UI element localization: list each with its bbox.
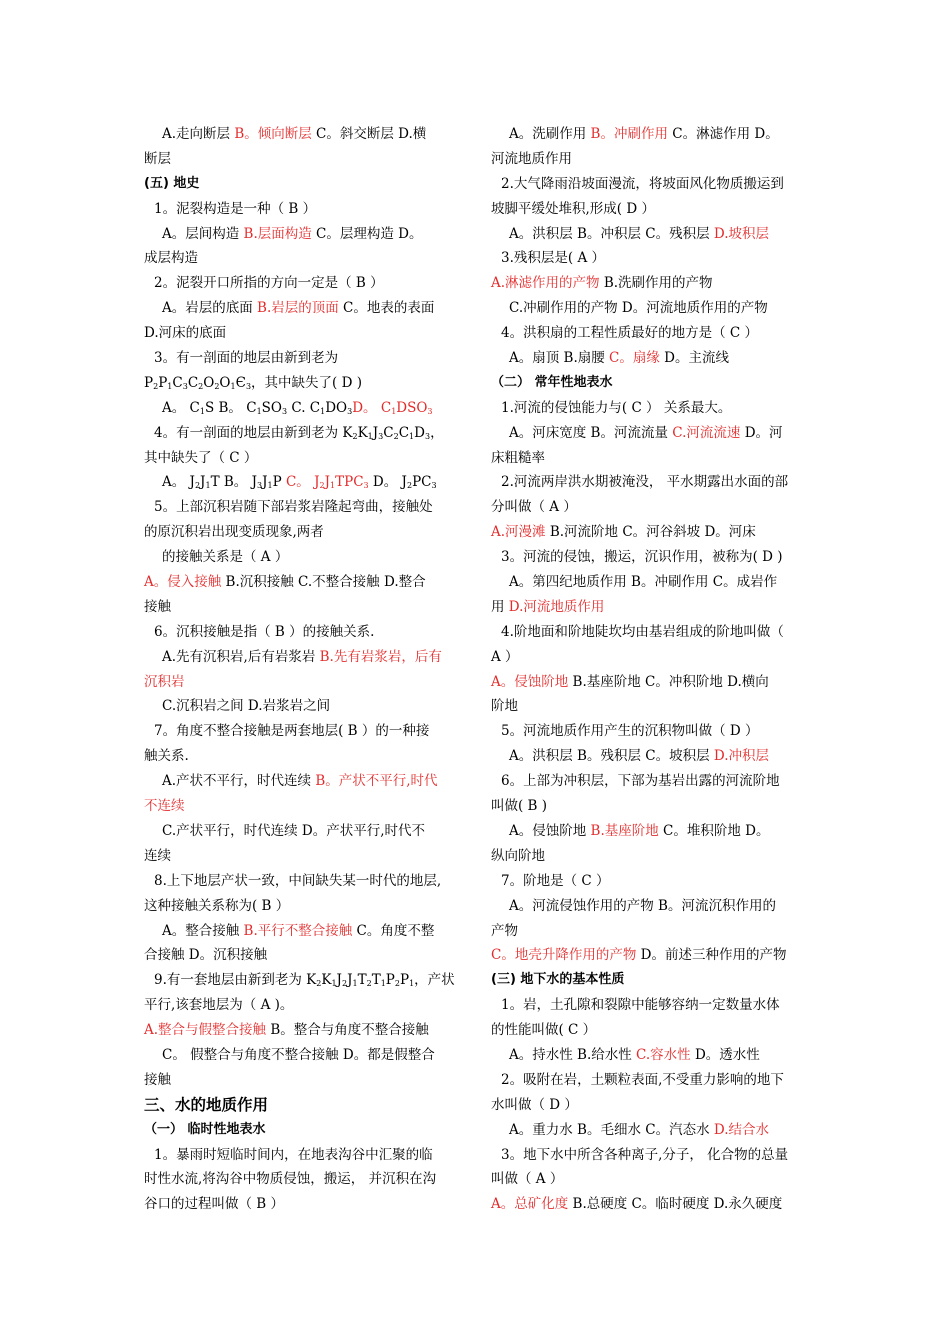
text-segment: A。第四纪地质作用 B。冲刷作用 C。成岩作 (509, 574, 778, 591)
subscript: 1 (409, 979, 415, 989)
text-line (491, 1043, 809, 1068)
text-line (144, 1192, 460, 1217)
text-segment: (三) 地下水的基本性质 (491, 972, 625, 988)
subscript: 1 (352, 979, 358, 989)
subscript: 1 (205, 481, 211, 491)
answer-highlight: A。侵入接触 (144, 574, 222, 591)
text-segment: C。斜交断层 D.横 (311, 126, 427, 142)
text-line (491, 222, 809, 247)
text-segment: Є (235, 374, 246, 391)
text-line (144, 844, 460, 869)
text-line (144, 246, 460, 271)
text-segment: A。 J (162, 474, 195, 491)
text-segment: 9.有一套地层由新到老为 K (154, 972, 317, 989)
subscript: 2 (366, 979, 372, 989)
text-segment: B.沉积接触 C.不整合接触 D.整合 (221, 574, 426, 591)
text-segment: 2。泥裂开口所指的方向一定是（ B ） (154, 275, 384, 292)
answer-highlight: C。 J (285, 474, 320, 491)
text-segment: DO (325, 399, 348, 416)
answer-highlight: D.河流地质作用 (508, 598, 605, 615)
subscript: 3 (363, 481, 369, 491)
text-segment: P (144, 374, 154, 391)
text-segment: 3.残积层是( A ） (501, 250, 605, 267)
text-segment: A。持水性 B.给水性 (509, 1046, 637, 1063)
text-line (144, 470, 460, 495)
subscript: 1 (409, 431, 415, 441)
text-segment: 叫做（ A ） (491, 1171, 564, 1188)
text-segment: 的原沉积岩出现变质现象,两者 (144, 524, 324, 541)
subscript: 2 (352, 431, 358, 441)
text-line (491, 147, 809, 172)
text-line (491, 396, 809, 421)
text-line (491, 1167, 809, 1192)
text-segment: 1。岩，土孔隙和裂隙中能够容纳一定数量水体 (501, 997, 780, 1014)
text-segment: 6。上部为冲积层，下部为基岩出露的河流阶地 (501, 773, 780, 790)
text-line (144, 1143, 460, 1168)
answer-highlight: A。侵蚀阶地 (491, 673, 569, 690)
subscript: 3 (182, 381, 188, 391)
text-segment: A。洗刷作用 (509, 126, 591, 142)
text-line (144, 1167, 460, 1192)
text-segment: 其中缺失了（ C ） (144, 449, 258, 466)
text-line (144, 744, 460, 769)
text-segment: 床粗糙率 (491, 449, 545, 466)
subscript: 2 (316, 979, 322, 989)
text-line (144, 1018, 460, 1043)
section-heading (144, 1093, 460, 1118)
text-line (144, 769, 460, 794)
answer-highlight: B。产状不平行,时代 (315, 773, 438, 790)
text-segment: B.基座阶地 C。冲积阶地 D.横向 (568, 673, 769, 690)
subscript: 2 (406, 481, 413, 491)
text-line (144, 645, 460, 670)
text-segment: 3。河流的侵蚀，搬运，沉识作用，被称为( D ) (501, 549, 783, 566)
text-segment: 3。地下水中所含各种离子,分子， 化合物的总量 (501, 1146, 789, 1163)
text-segment: 合接触 D。沉积接触 (144, 947, 268, 964)
text-segment: P (385, 972, 395, 989)
text-segment: 时性水流,将沟谷中物质侵蚀，搬运， 并沉积在沟 (144, 1171, 437, 1188)
text-segment: A ） (491, 648, 519, 665)
text-segment: 3。有一剖面的地层由新到老为 (154, 350, 339, 367)
answer-highlight: B.层面构造 (243, 225, 312, 242)
text-segment: 接触 (144, 1071, 171, 1088)
text-segment: 触关系. (144, 748, 189, 765)
text-segment: 5。上部沉积岩随下部岩浆岩隆起弯曲，接触处 (154, 499, 433, 516)
text-line (144, 222, 460, 247)
text-line (491, 869, 809, 894)
text-line (491, 495, 809, 520)
right-column (491, 122, 809, 1217)
text-segment: B.河流阶地 C。河谷斜坡 D。河床 (545, 524, 756, 541)
text-segment: A.走向断层 (162, 126, 235, 142)
text-line (144, 719, 460, 744)
text-segment: 产物 (491, 922, 518, 939)
subscript: 1 (230, 381, 236, 391)
text-segment: C (398, 424, 410, 441)
subscript: 3 (427, 406, 433, 416)
text-line (491, 296, 809, 321)
text-line (491, 470, 809, 495)
text-segment: 7。角度不整合接触是两套地层( B ）的一种接 (154, 723, 430, 740)
text-segment: P (272, 474, 286, 491)
answer-highlight: B.平行不整合接触 (243, 922, 353, 939)
text-segment: 水叫做（ D ） (491, 1096, 578, 1113)
text-segment: A。河流侵蚀作用的产物 B。河流沉积作用的 (509, 897, 776, 914)
text-line (491, 545, 809, 570)
text-line (144, 968, 460, 993)
text-line (144, 495, 460, 520)
text-segment: B.总硬度 C。临时硬度 D.永久硬度 (568, 1196, 783, 1213)
text-segment: A。岩层的底面 (162, 300, 258, 317)
text-segment: A.先有沉积岩,后有岩浆岩 (162, 648, 320, 665)
text-segment: 平行,该套地层为（ A )。 (144, 997, 294, 1014)
text-segment: 5。河流地质作用产生的沉积物叫做（ D ） (501, 723, 759, 740)
text-line (491, 1068, 809, 1093)
text-line (491, 769, 809, 794)
text-line (491, 321, 809, 346)
text-line (491, 197, 809, 222)
answer-highlight: DSO (396, 399, 428, 416)
text-line (144, 520, 460, 545)
text-segment: 4。有一剖面的地层由新到老为 K (154, 424, 353, 441)
text-segment: 三、水的地质作用 (144, 1095, 269, 1114)
answer-highlight: A.河漫滩 (491, 524, 546, 541)
text-line (491, 570, 809, 595)
answer-highlight: B。倾向断层 (234, 126, 312, 142)
text-line (144, 446, 460, 471)
text-segment: 坡脚平缓处堆积,形成( D ） (491, 200, 655, 217)
text-segment: C (383, 424, 394, 441)
text-line (144, 147, 460, 172)
text-line (144, 570, 460, 595)
answer-highlight: A.整合与假整合接触 (144, 1022, 267, 1039)
subscript: 2 (393, 431, 399, 441)
text-segment: D。主流线 (659, 350, 730, 367)
text-segment: 叫做( B ) (491, 798, 548, 815)
subscript: 3 (424, 431, 431, 441)
text-line (144, 321, 460, 346)
subscript: 1 (367, 431, 373, 441)
answer-highlight: C。地壳升降作用的产物 (491, 947, 637, 964)
text-line (491, 271, 809, 296)
answer-highlight: 沉积岩 (144, 673, 185, 690)
text-line (491, 1018, 809, 1043)
section-heading (144, 1118, 460, 1143)
subscript: 2 (319, 481, 325, 491)
text-line (491, 894, 809, 919)
text-line (491, 620, 809, 645)
text-segment: C。角度不整 (352, 922, 435, 939)
text-line (491, 246, 809, 271)
text-line (144, 943, 460, 968)
text-segment: （二） 常年性地表水 (491, 374, 613, 390)
text-segment: A。扇顶 B.扇腰 (509, 350, 610, 367)
text-segment: 7。阶地是（ C ） (501, 872, 610, 889)
text-line (491, 446, 809, 471)
answer-highlight: A.淋滤作用的产物 (491, 275, 600, 292)
text-line (144, 794, 460, 819)
text-line (491, 172, 809, 197)
text-line (144, 421, 460, 446)
text-segment: 谷口的过程叫做（ B ） (144, 1196, 285, 1213)
text-segment: C。地表的表面 (338, 300, 435, 317)
text-segment: 8.上下地层产状一致，中间缺失某一时代的地层, (154, 872, 442, 889)
text-segment: P (399, 972, 410, 989)
subscript: 3 (245, 381, 252, 391)
text-segment: A。洪积层 B。残积层 C。坡积层 (509, 748, 714, 765)
text-segment: C.沉积岩之间 D.岩浆岩之间 (162, 698, 331, 715)
answer-highlight: D.冲积层 (713, 748, 770, 765)
text-line (144, 1043, 460, 1068)
text-segment: D.河床的底面 (144, 325, 227, 342)
answer-highlight: D.结合水 (713, 1121, 770, 1138)
text-line (144, 919, 460, 944)
text-segment: 分叫做（ A ） (491, 499, 577, 516)
text-segment: (五) 地史 (144, 175, 200, 191)
text-segment: 河流地质作用 (491, 150, 572, 167)
text-line (144, 122, 460, 147)
text-line (491, 844, 809, 869)
text-line (144, 545, 460, 570)
text-segment: C (172, 374, 183, 391)
text-line (144, 819, 460, 844)
subscript: 2 (153, 381, 159, 391)
text-segment: B。整合与角度不整合接触 (266, 1022, 429, 1039)
text-segment: D。 J (368, 474, 407, 491)
text-line (144, 595, 460, 620)
text-line (144, 1068, 460, 1093)
text-line (144, 620, 460, 645)
text-line (491, 993, 809, 1018)
text-segment: J (262, 474, 268, 491)
subscript: 1 (320, 406, 326, 416)
answer-highlight: TPC (335, 474, 364, 491)
text-segment: 的接触关系是（ A ） (162, 549, 289, 566)
answer-highlight: C.河流流速 (672, 424, 741, 441)
text-line (144, 346, 460, 371)
text-segment: C。 假整合与角度不整合接触 D。都是假整合 (162, 1046, 435, 1063)
text-line (144, 396, 460, 421)
text-segment: C。淋滤作用 D。 (667, 126, 779, 142)
text-segment: ， (430, 424, 444, 441)
answer-highlight: B.先有岩浆岩，后有 (319, 648, 442, 665)
answer-highlight: D.坡积层 (713, 225, 770, 242)
subscript: 3 (431, 481, 437, 491)
answer-highlight: C。扇缘 (609, 350, 660, 367)
text-segment: C (187, 374, 199, 391)
subscript: 2 (341, 979, 348, 989)
text-segment: 2.大气降雨沿坡面漫流，将坡面风化物质搬运到 (501, 175, 784, 192)
text-line (491, 819, 809, 844)
text-line (491, 346, 809, 371)
subscript: 3 (347, 406, 353, 416)
subscript: 3 (281, 406, 288, 416)
text-segment: A。 C (162, 399, 200, 416)
text-segment: S B。 C (204, 399, 257, 416)
text-segment: T (357, 972, 367, 989)
text-segment: D (414, 424, 425, 441)
text-line (491, 1143, 809, 1168)
text-segment: 纵向阶地 (491, 847, 545, 864)
text-line (144, 894, 460, 919)
text-line (491, 919, 809, 944)
answer-highlight: B。冲刷作用 (590, 126, 668, 142)
text-segment: J (336, 972, 342, 989)
subscript: 3 (256, 481, 263, 491)
text-segment: 接触 (144, 598, 171, 615)
answer-highlight: C.容水性 (636, 1046, 691, 1063)
text-segment: D。透水性 (690, 1046, 760, 1063)
subscript: 1 (391, 406, 397, 416)
subscript: 1 (199, 406, 205, 416)
text-segment: O (203, 374, 215, 391)
text-line (144, 371, 460, 396)
text-segment: C。层理构造 D。 (311, 225, 423, 242)
text-segment: （一） 临时性地表水 (144, 1121, 266, 1137)
subscript: 1 (331, 979, 337, 989)
text-line (491, 719, 809, 744)
text-segment: C. C (287, 399, 321, 416)
text-segment: 断层 (144, 150, 171, 167)
text-segment: 1。暴雨时短临时间内，在地表沟谷中汇聚的临 (154, 1146, 433, 1163)
text-segment: 2。吸附在岩，土颗粒表面,不受重力影响的地下 (501, 1071, 784, 1088)
text-segment: SO (261, 399, 282, 416)
text-segment: A.产状不平行，时代连续 (162, 773, 316, 790)
text-segment: 4.阶地面和阶地陡坎均由基岩组成的阶地叫做（ (501, 623, 784, 640)
answer-highlight: B.岩层的顶面 (257, 300, 339, 317)
section-heading (491, 968, 809, 993)
subscript: 2 (394, 979, 400, 989)
answer-highlight: B.基座阶地 (590, 822, 659, 839)
section-heading (491, 371, 809, 396)
subscript: 1 (267, 481, 273, 491)
text-segment: K (357, 424, 368, 441)
text-segment: A。河床宽度 B。河流流量 (509, 424, 673, 441)
text-segment: A。重力水 B。毛细水 C。汽态水 (509, 1121, 714, 1138)
text-segment: C.产状平行，时代连续 D。产状平行,时代不 (162, 822, 426, 839)
text-segment: 这种接触关系称为( B ） (144, 897, 290, 914)
text-segment: 的性能叫做( C ） (491, 1022, 597, 1039)
text-segment: 成层构造 (144, 250, 198, 267)
text-segment: D。前述三种作用的产物 (636, 947, 787, 964)
subscript: 1 (167, 381, 173, 391)
text-segment: C。堆积阶地 D。 (658, 822, 770, 839)
text-segment: A。侵蚀阶地 (509, 822, 591, 839)
subscript: 3 (378, 431, 384, 441)
text-segment: ，其中缺失了( D ) (251, 374, 362, 391)
text-segment: D。河 (740, 424, 783, 441)
text-segment: ，产状 (414, 972, 455, 989)
text-segment: A。层间构造 (162, 225, 244, 242)
text-line (491, 670, 809, 695)
text-line (491, 1192, 809, 1217)
left-column (144, 122, 460, 1217)
text-segment: 用 (491, 598, 509, 615)
text-segment: 阶地 (491, 698, 518, 715)
text-segment: J (200, 474, 206, 491)
subscript: 2 (194, 481, 201, 491)
text-line (491, 1093, 809, 1118)
text-line (491, 794, 809, 819)
text-line (491, 744, 809, 769)
text-line (144, 993, 460, 1018)
text-segment: B.洗刷作用的产物 (599, 275, 713, 292)
text-line (144, 197, 460, 222)
text-line (144, 869, 460, 894)
text-segment: PC (412, 474, 432, 491)
text-segment: 1。泥裂构造是一种（ B ） (154, 200, 317, 217)
text-segment: 4。洪积扇的工程性质最好的地方是（ C ） (501, 325, 759, 342)
subscript: 2 (214, 381, 220, 391)
text-segment: J (372, 424, 379, 441)
text-segment: 连续 (144, 847, 171, 864)
text-line (491, 595, 809, 620)
subscript: 1 (256, 406, 262, 416)
text-line (144, 694, 460, 719)
text-segment: K (321, 972, 332, 989)
subscript: 1 (330, 481, 336, 491)
subscript: 2 (198, 381, 204, 391)
text-segment: 1.河流的侵蚀能力与( C ） 关系最大。 (501, 399, 732, 416)
text-line (491, 421, 809, 446)
text-segment: T (371, 972, 381, 989)
answer-highlight: D。 C (352, 399, 392, 416)
text-line (491, 694, 809, 719)
section-heading (144, 172, 460, 197)
answer-highlight: J (324, 474, 331, 491)
text-segment: T B。 J (210, 474, 257, 491)
text-line (144, 271, 460, 296)
text-segment: 6。沉积接触是指（ B ）的接触关系. (154, 623, 375, 640)
text-segment: A。洪积层 B。冲积层 C。残积层 (509, 225, 714, 242)
text-line (491, 645, 809, 670)
text-segment: P (158, 374, 168, 391)
text-segment: J (347, 972, 353, 989)
answer-highlight: A。总矿化度 (491, 1196, 569, 1213)
answer-highlight: 不连续 (144, 798, 185, 815)
text-segment: O (219, 374, 231, 391)
text-line (144, 670, 460, 695)
text-line (491, 1118, 809, 1143)
text-segment: A。整合接触 (162, 922, 244, 939)
text-line (491, 122, 809, 147)
text-segment: 2.河流两岸洪水期被淹没， 平水期露出水面的部 (501, 474, 789, 491)
text-line (491, 520, 809, 545)
subscript: 1 (380, 979, 386, 989)
text-line (491, 943, 809, 968)
text-segment: C.冲刷作用的产物 D。河流地质作用的产物 (509, 300, 768, 317)
text-line (144, 296, 460, 321)
